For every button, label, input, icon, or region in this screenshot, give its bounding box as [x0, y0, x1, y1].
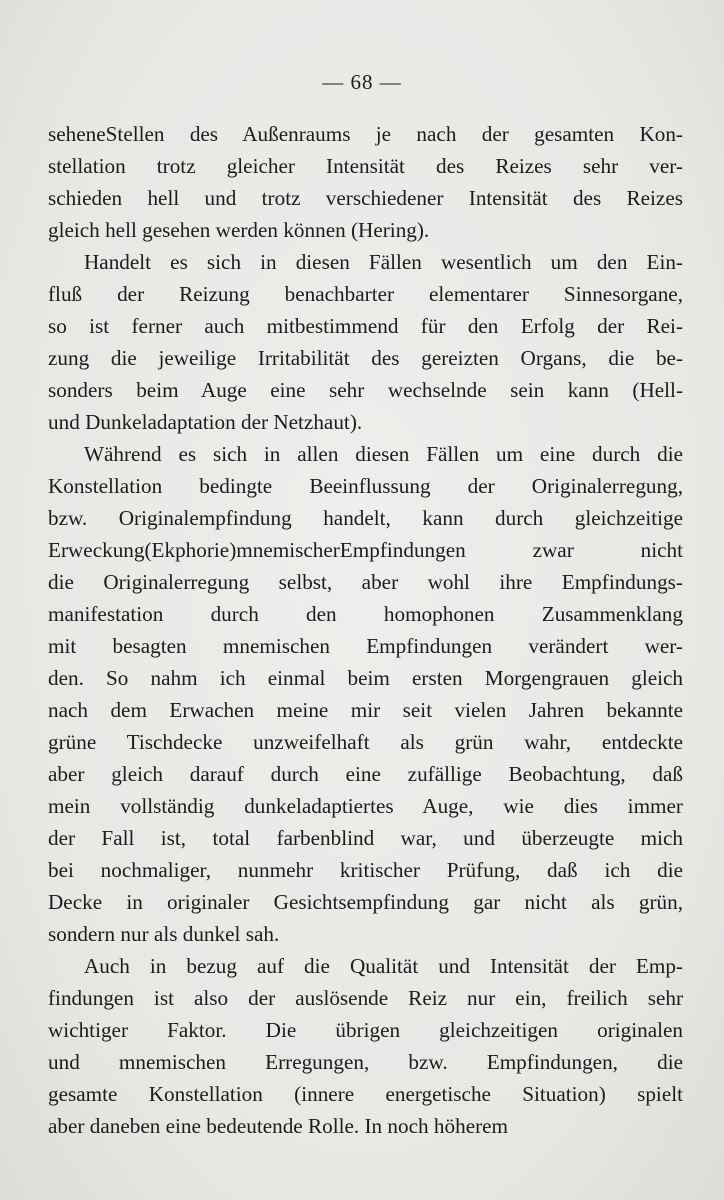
- text-line: stellation trotz gleicher Intensität des Reizes sehr ver-: [48, 154, 683, 178]
- paragraph: [48, 118, 683, 246]
- text-line: sondern nur als dunkel sah.: [48, 922, 280, 946]
- text-line: gesamte Konstellation (innere energetische Situation) spielt: [48, 1082, 683, 1106]
- text-line: Erweckung(Ekphorie)mnemischerEmpfindungen zwar nicht: [48, 538, 683, 562]
- text-line: und mnemischen Erregungen, bzw. Empfindungen, die: [48, 1050, 683, 1074]
- text-line: bei nochmaliger, nunmehr kritischer Prüfung, daß ich die: [48, 858, 683, 882]
- text-line: grüne Tischdecke unzweifelhaft als grün wahr, entdeckte: [48, 730, 683, 754]
- body-text: [48, 118, 683, 1142]
- text-line: Während es sich in allen diesen Fällen um eine durch die: [84, 442, 683, 466]
- text-line: aber gleich darauf durch eine zufällige Beobachtung, daß: [48, 762, 683, 786]
- page-number: — 68 —: [322, 70, 402, 94]
- text-line: den. So nahm ich einmal beim ersten Morgengrauen gleich: [48, 666, 683, 690]
- text-line: und Dunkeladaptation der Netzhaut).: [48, 410, 363, 434]
- text-line: mit besagten mnemischen Empfindungen verändert wer-: [48, 634, 683, 658]
- text-line: mein vollständig dunkeladaptiertes Auge, wie dies immer: [48, 794, 683, 818]
- text-line: wichtiger Faktor. Die übrigen gleichzeitigen originalen: [48, 1018, 683, 1042]
- text-line: Konstellation bedingte Beeinflussung der Originalerregung,: [48, 474, 683, 498]
- text-line: die Originalerregung selbst, aber wohl ihre Empfindungs-: [48, 570, 683, 594]
- text-line: manifestation durch den homophonen Zusammenklang: [48, 602, 683, 626]
- text-line: Decke in originaler Gesichtsempfindung gar nicht als grün,: [48, 890, 683, 914]
- text-line: Handelt es sich in diesen Fällen wesentlich um den Ein-: [84, 250, 683, 274]
- text-line: sonders beim Auge eine sehr wechselnde sein kann (Hell-: [48, 378, 683, 402]
- paragraph: [48, 438, 683, 950]
- text-line: aber daneben eine bedeutende Rolle. In noch höherem: [48, 1114, 509, 1138]
- text-line: fluß der Reizung benachbarter elementarer Sinnesorgane,: [48, 282, 683, 306]
- text-line: seheneStellen des Außenraums je nach der gesamten Kon-: [48, 122, 683, 146]
- text-line: bzw. Originalempfindung handelt, kann durch gleichzeitige: [48, 506, 683, 530]
- text-line: Auch in bezug auf die Qualität und Intensität der Emp-: [84, 954, 683, 978]
- text-line: der Fall ist, total farbenblind war, und überzeugte mich: [48, 826, 683, 850]
- paragraph: [48, 950, 683, 1142]
- text-line: zung die jeweilige Irritabilität des gereizten Organs, die be-: [48, 346, 683, 370]
- text-line: findungen ist also der auslösende Reiz nur ein, freilich sehr: [48, 986, 683, 1010]
- text-line: nach dem Erwachen meine mir seit vielen Jahren bekannte: [48, 698, 683, 722]
- text-line: gleich hell gesehen werden können (Hering).: [48, 218, 430, 242]
- text-line: so ist ferner auch mitbestimmend für den Erfolg der Rei-: [48, 314, 683, 338]
- paragraph: [48, 246, 683, 438]
- text-line: schieden hell und trotz verschiedener Intensität des Reizes: [48, 186, 683, 210]
